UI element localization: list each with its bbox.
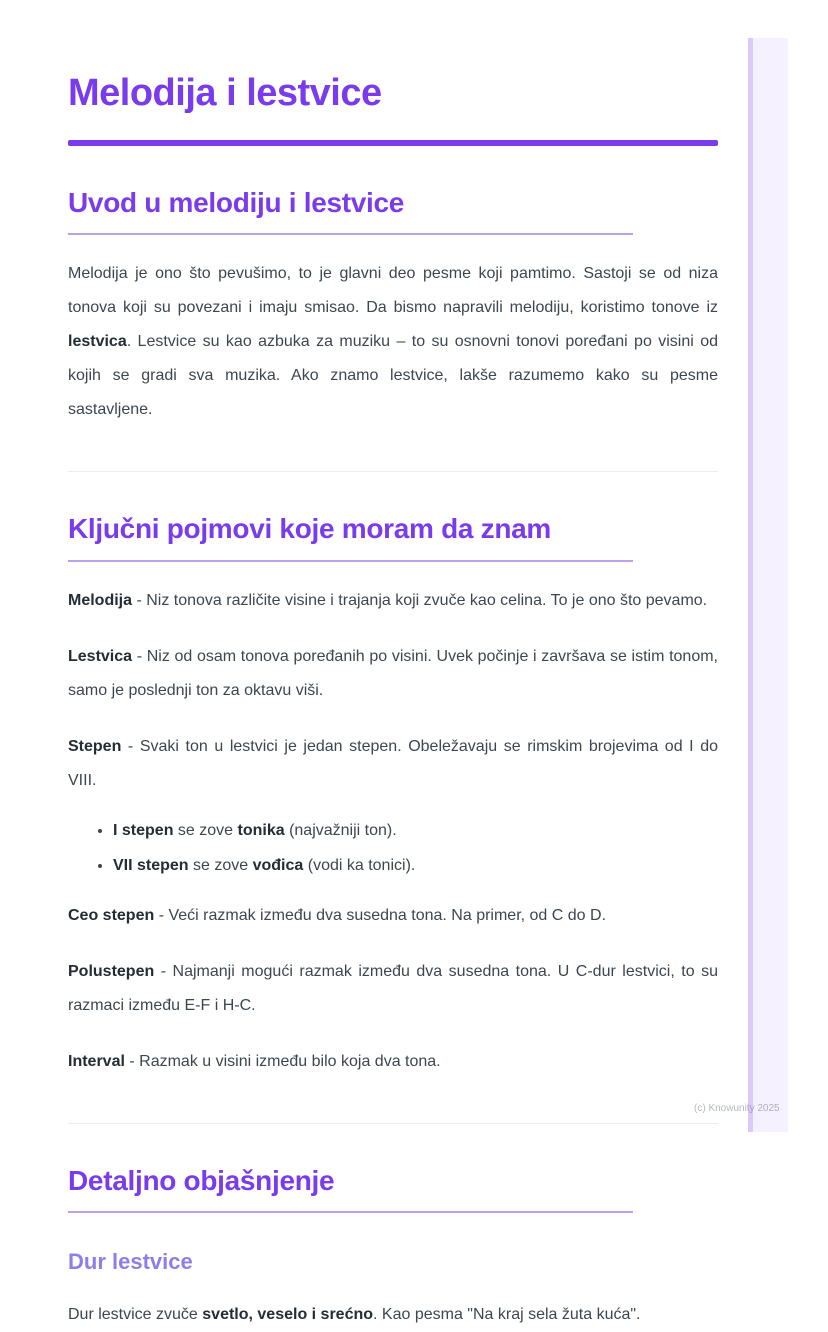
term-paragraph-melodija: Melodija - Niz tonova različite visine i trajanja koji zvuče kao celina. To je ono što pevamo.	[68, 591, 708, 609]
section-heading-kljucni-pojmovi: Ključni pojmovi koje moram da znam	[68, 513, 552, 545]
term-paragraph-interval: Interval - Razmak u visini između bilo koja dva tona.	[68, 1052, 441, 1070]
page-edge-strip	[748, 38, 788, 1132]
term-paragraph-polustepen: Polustepen - Najmanji mogući razmak između dva susedna tona. U C-dur lestvici, to su razmaci između E-F i H-C.	[68, 962, 718, 1014]
copyright-notice: (c) Knowunity 2025	[694, 1103, 780, 1114]
section-heading-uvod: Uvod u melodiju i lestvice	[68, 186, 405, 218]
section-rule	[68, 560, 633, 562]
term-paragraph-ceo-stepen: Ceo stepen - Veći razmak između dva susedna tona. Na primer, od C do D.	[68, 906, 607, 924]
section-divider	[68, 1123, 718, 1124]
document-page	[68, 0, 718, 1332]
title-rule	[68, 140, 718, 146]
intro-paragraph: Melodija je ono što pevušimo, to je glavni deo pesme koji pamtimo. Sastoji se od niza tonova koji su povezani i imaju smisao. Da bismo napravili melodiju, koristimo tonove iz lestvica. Lestvice su kao azbuka za muziku – to su osnovni tonovi poređani po visini od kojih se gradi sva muzika. Ako znamo lestvice, lakše razumemo kako su pesme sastavljene.	[68, 265, 718, 419]
section-divider	[68, 471, 718, 472]
dur-lestvice-paragraph: Dur lestvice zvuče svetlo, veselo i srećno. Kao pesma "Na kraj sela žuta kuća".	[68, 1305, 641, 1323]
term-paragraph-lestvica: Lestvica - Niz od osam tonova poređanih po visini. Uvek počinje i završava se istim tonom, samo je poslednji ton za oktavu viši.	[68, 647, 718, 699]
term-paragraph-stepen: Stepen - Svaki ton u lestvici je jedan stepen. Obeležavaju se rimskim brojevima od I do VIII.	[68, 737, 718, 789]
list-item-vodjica: • VII stepen se zove vođica (vodi ka tonici).	[113, 855, 718, 877]
stepen-bullet-list	[68, 820, 718, 877]
list-item-tonika: • I stepen se zove tonika (najvažniji ton).	[113, 820, 718, 842]
section-rule	[68, 233, 633, 235]
section-rule	[68, 1211, 633, 1213]
subsection-heading-dur-lestvice: Dur lestvice	[68, 1249, 193, 1275]
page-title: Melodija i lestvice	[68, 72, 382, 114]
section-heading-detaljno: Detaljno objašnjenje	[68, 1164, 335, 1196]
